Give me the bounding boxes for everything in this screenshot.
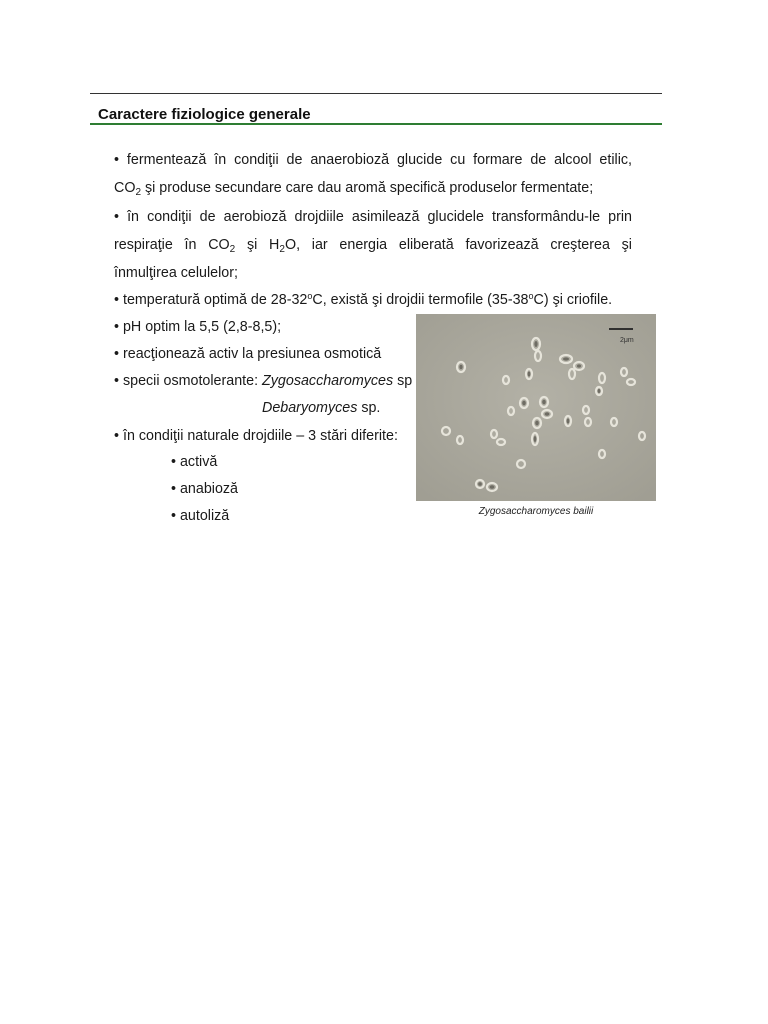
yeast-cells-illustration (416, 314, 656, 501)
bullet-osmotolerant-species2: Debaryomyces sp. (262, 400, 381, 416)
bullet-ph: • pH optim la 5,5 (2,8-8,5); (114, 319, 282, 335)
title-underline (90, 123, 662, 125)
state-item-autolysis: • autoliză (171, 508, 230, 524)
bullet-aerobiosis-line3: înmulţirea celulelor; (114, 265, 238, 281)
scale-bar-label: 2μm (620, 337, 634, 344)
top-rule (90, 93, 662, 94)
bullet-osmotolerant: • specii osmotolerante: Zygosaccharomyces sp (114, 373, 413, 389)
section-title: Caractere fiziologice generale (98, 106, 311, 123)
micrograph-image (416, 314, 656, 501)
figure-caption: Zygosaccharomyces bailii (478, 506, 594, 517)
bullet-natural-states: • în condiţii naturale drojdiile – 3 stări diferite: (114, 428, 398, 444)
state-item-active: • activă (171, 454, 218, 470)
bullet-fermentation-line1: • fermentează în condiţii de anaerobioză glucide cu formare de alcool etilic, (114, 152, 632, 168)
bullet-aerobiosis-line2: respiraţie în $CO_2$ şi $H_2O$, iar energia eliberată favorizează creşterea şi (114, 237, 632, 255)
bullet-temperature: • temperatură optimă de 28-32$^o$C, există şi drojdii termofile (35-38$^o$C) şi criofile. (114, 291, 613, 308)
state-item-anabiosis: • anabioză (171, 481, 239, 497)
bullet-fermentation-line2: $CO_2$ şi produse secundare care dau aromă specifică produselor fermentate; (114, 180, 594, 198)
bullet-osmotic: • reacţionează activ la presiunea osmotică (114, 346, 382, 362)
bullet-aerobiosis-line1: • în condiţii de aerobioză drojdiile asimilează glucidele transformându-le prin (114, 209, 632, 225)
